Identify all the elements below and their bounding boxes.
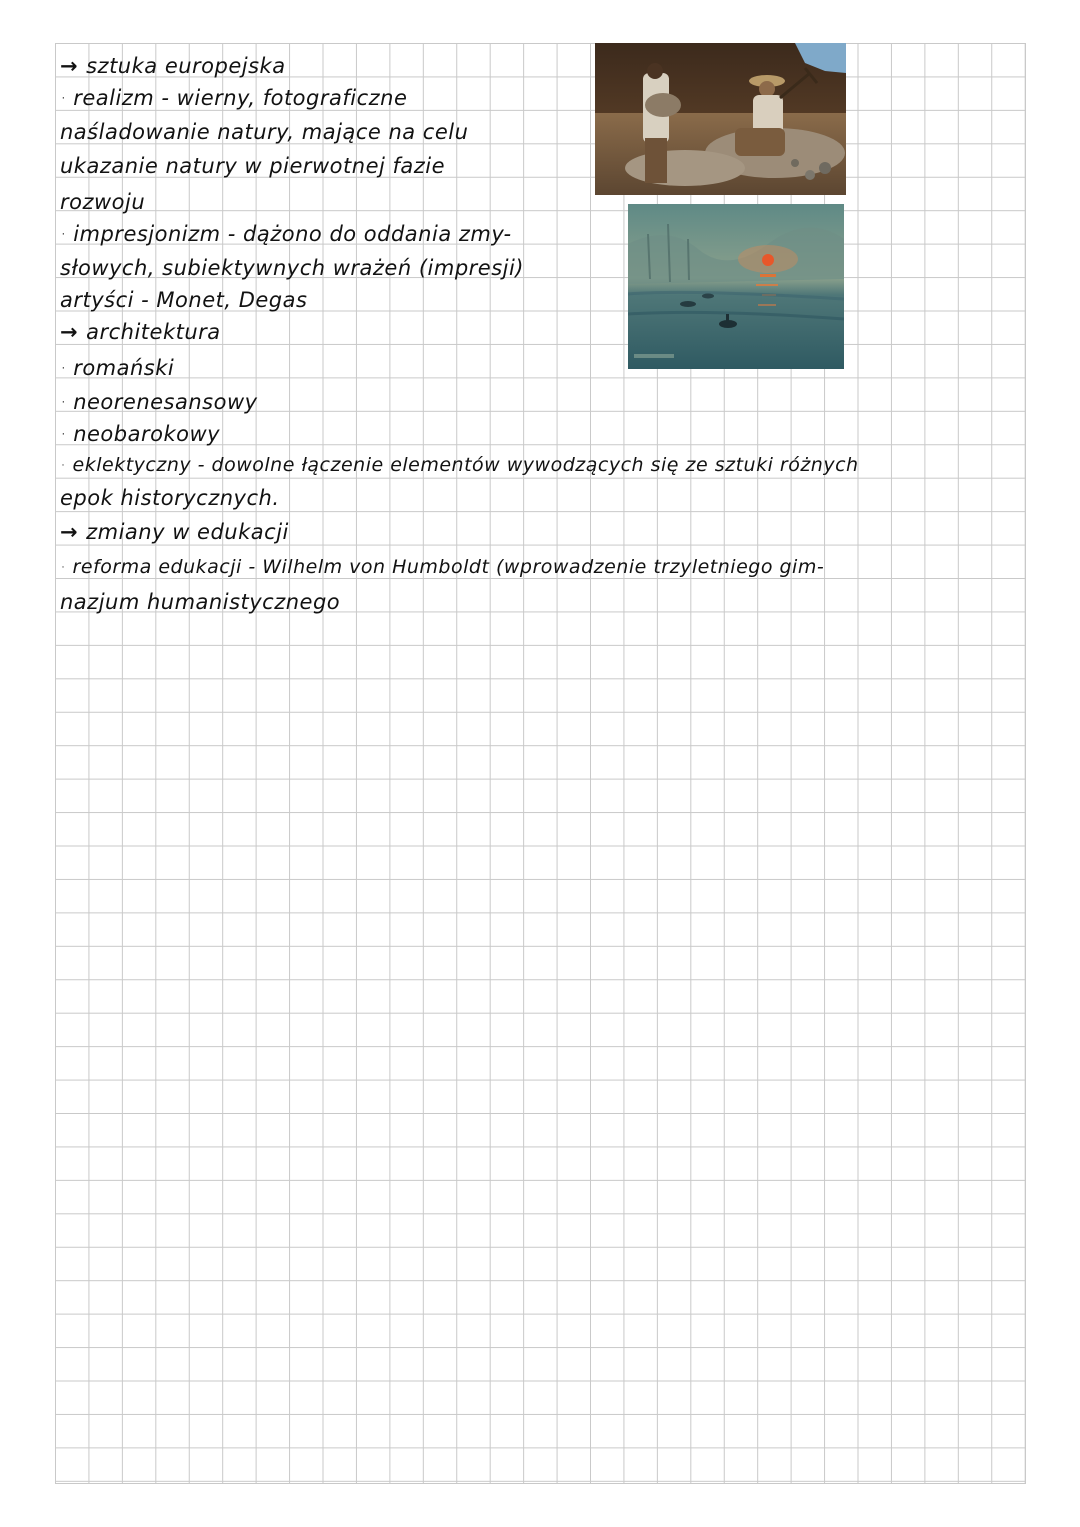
note-text: neorenesansowy (73, 390, 258, 414)
note-impressionism (60, 222, 512, 246)
note-line (60, 154, 445, 178)
note-text: rozwoju (60, 190, 146, 214)
note-realism (60, 86, 407, 110)
bullet-icon: · (60, 556, 67, 578)
note-artists (60, 288, 307, 312)
note-text: epok historycznych. (60, 486, 280, 510)
note-text: reforma edukacji - Wilhelm von Humboldt (wprowadzenie trzyletniego gim- (72, 556, 825, 578)
impressionism-painting-image (628, 204, 844, 369)
note-text: eklektyczny - dowolne łączenie elementów wywodzących się ze sztuki różnych (72, 454, 859, 476)
heading-european-art (60, 54, 286, 78)
bullet-icon: · (60, 222, 68, 246)
note-text: zmiany w edukacji (86, 520, 289, 544)
note-eclectic (60, 454, 859, 476)
heading-architecture (60, 320, 221, 344)
arrow-icon: → (60, 54, 79, 78)
bullet-icon: · (60, 86, 68, 110)
note-text: nazjum humanistycznego (60, 590, 341, 614)
note-line (60, 190, 145, 214)
note-text: romański (73, 356, 175, 380)
note-text: sztuka europejska (86, 54, 286, 78)
note-neobaroque (60, 422, 220, 446)
note-romanesque (60, 356, 174, 380)
bullet-icon: · (60, 356, 68, 380)
note-line (60, 486, 280, 510)
note-line (60, 256, 524, 280)
note-education-reform (60, 556, 824, 578)
note-text: neobarokowy (73, 422, 221, 446)
bullet-icon: · (60, 422, 68, 446)
heading-education (60, 520, 289, 544)
note-neorenaissance (60, 390, 258, 414)
note-text: ukazanie natury w pierwotnej fazie (60, 154, 446, 178)
bullet-icon: · (60, 390, 68, 414)
note-line (60, 120, 468, 144)
realism-painting-image (595, 43, 846, 195)
arrow-icon: → (60, 320, 79, 344)
note-text: artyści - Monet, Degas (60, 288, 308, 312)
note-text: impresjonizm - dążono do oddania zmy- (73, 222, 512, 246)
note-text: słowych, subiektywnych wrażeń (impresji) (60, 256, 525, 280)
note-line (60, 590, 340, 614)
arrow-icon: → (60, 520, 79, 544)
note-text: realizm - wierny, fotograficzne (73, 86, 408, 110)
note-text: architektura (86, 320, 221, 344)
bullet-icon: · (60, 454, 67, 476)
note-text: naśladowanie natury, mające na celu (60, 120, 469, 144)
